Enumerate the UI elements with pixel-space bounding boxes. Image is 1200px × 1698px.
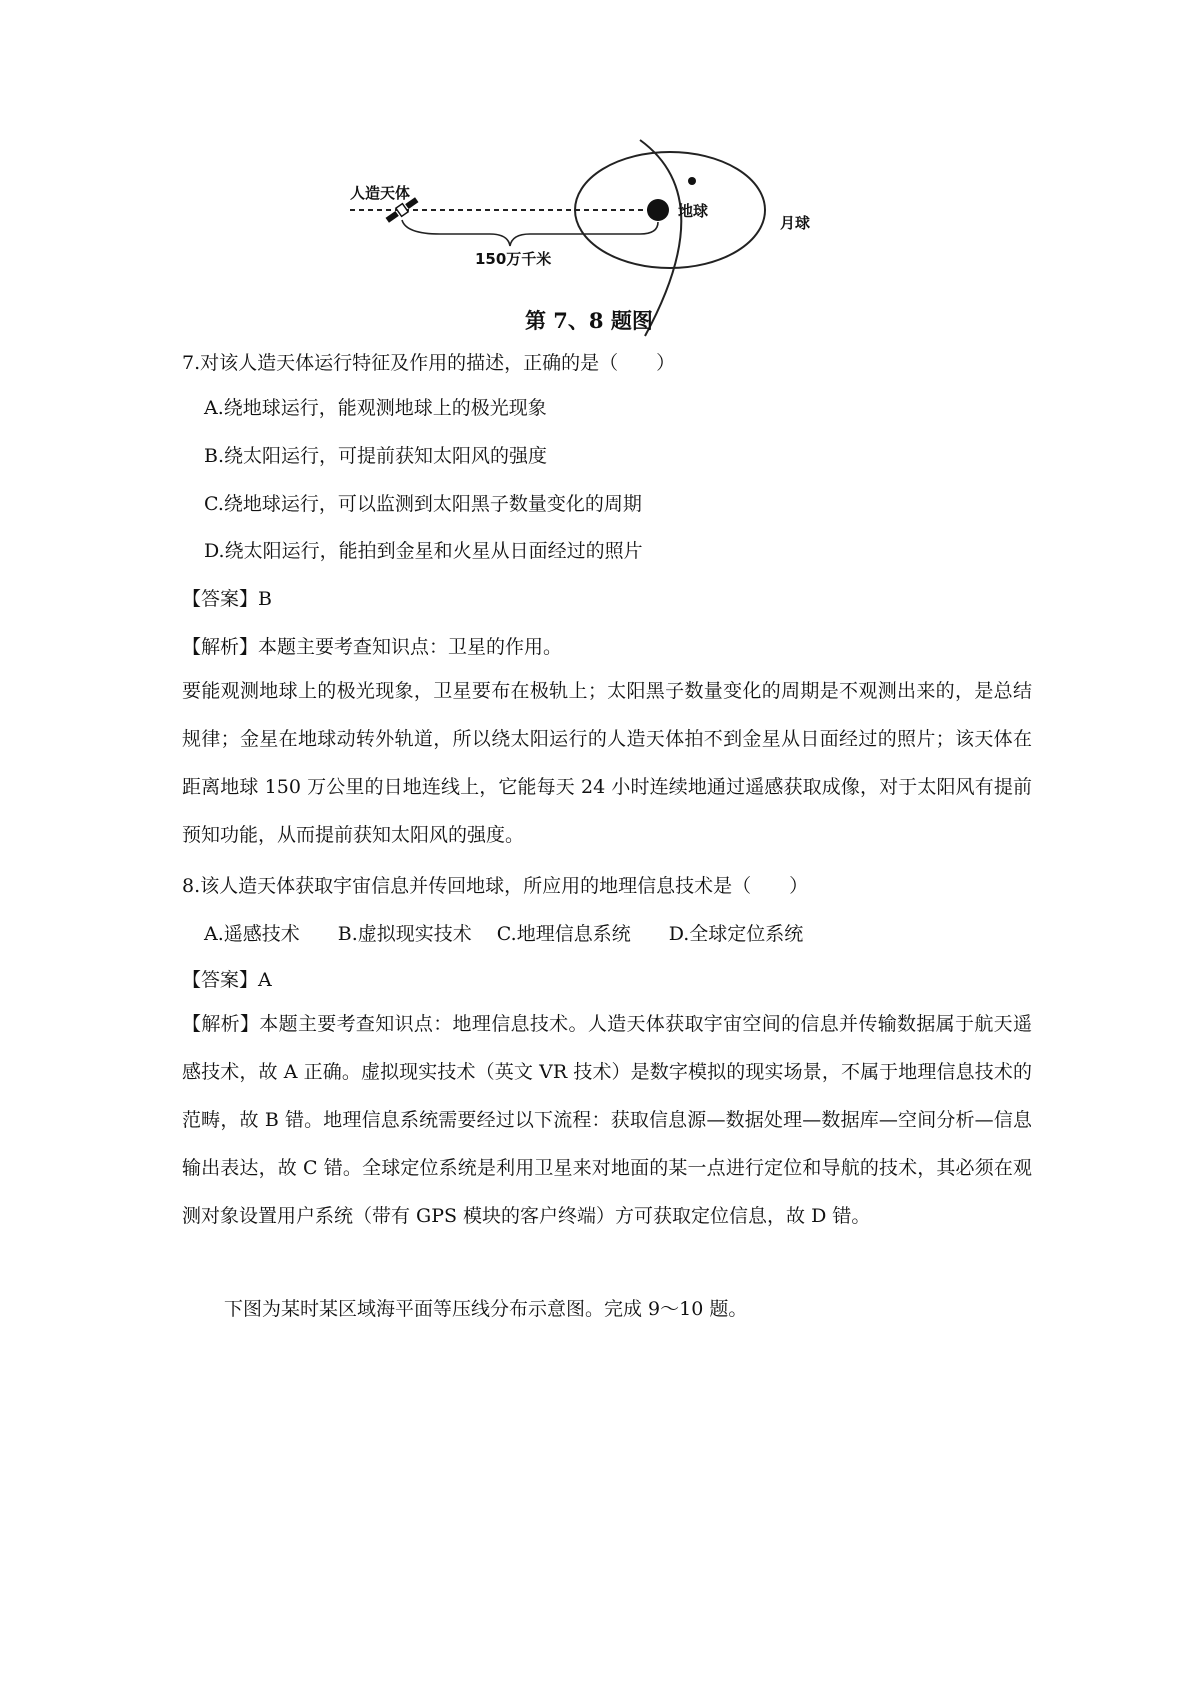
q7-option-c: C.绕地球运行，可以监测到太阳黑子数量变化的周期 bbox=[204, 493, 642, 515]
q7-analysis-head: 【解析】本题主要考查知识点：卫星的作用。 bbox=[182, 636, 563, 658]
q8-options: A.遥感技术 B.虚拟现实技术 C.地理信息系统 D.全球定位系统 bbox=[204, 923, 804, 945]
distance-brace bbox=[402, 220, 658, 246]
earth-label: 地球 bbox=[678, 202, 709, 220]
q7-option-a: A.绕地球运行，能观测地球上的极光现象 bbox=[204, 397, 547, 419]
q8-stem: 8.该人造天体获取宇宙信息并传回地球，所应用的地理信息技术是（ ） bbox=[182, 875, 809, 897]
q7-stem: 7.对该人造天体运行特征及作用的描述，正确的是（ ） bbox=[182, 352, 676, 374]
next-questions-intro: 下图为某时某区域海平面等压线分布示意图。完成 9～10 题。 bbox=[224, 1298, 748, 1320]
moon-label: 月球 bbox=[780, 214, 811, 232]
satellite-label: 人造天体 bbox=[350, 184, 411, 202]
distance-label: 150万千米 bbox=[475, 250, 552, 268]
q7-option-d: D.绕太阳运行，能拍到金星和火星从日面经过的照片 bbox=[204, 540, 643, 562]
q7-option-b: B.绕太阳运行，可提前获知太阳风的强度 bbox=[204, 445, 548, 467]
earth-icon bbox=[647, 199, 669, 221]
q7-analysis-body: 要能观测地球上的极光现象，卫星要布在极轨上；太阳黑子数量变化的周期是不观测出来的，是总结规律；金星在地球动转外轨道，所以绕太阳运行的人造天体拍不到金星从日面经过的照片；该天体在距离地球 150 万公里的日地连线上，它能每天 24 小时连续地通过遥感获取成像，对于太阳风有提前预知功能，从而提前获知太阳风的强度。 bbox=[182, 680, 1032, 846]
q8-answer: 【答案】A bbox=[182, 969, 272, 991]
moon-icon bbox=[688, 177, 696, 185]
figure-caption: 第 7、8 题图 bbox=[525, 308, 653, 333]
q8-analysis: 【解析】本题主要考查知识点：地理信息技术。人造天体获取宇宙空间的信息并传输数据属于航天遥感技术，故 A 正确。虚拟现实技术（英文 VR 技术）是数字模拟的现实场景，不属于地理信息技术的范畴，故 B 错。地理信息系统需要经过以下流程：获取信息源—数据处理—数据库—空间分析—信息输出表达，故 C 错。全球定位系统是利用卫星来对地面的某一点进行定位和导航的技术，其必须在观测对象设置用户系统（带有 GPS 模块的客户终端）方可获取定位信息，故 D 错。 bbox=[182, 1013, 1032, 1227]
q7-answer: 【答案】B bbox=[182, 588, 272, 610]
